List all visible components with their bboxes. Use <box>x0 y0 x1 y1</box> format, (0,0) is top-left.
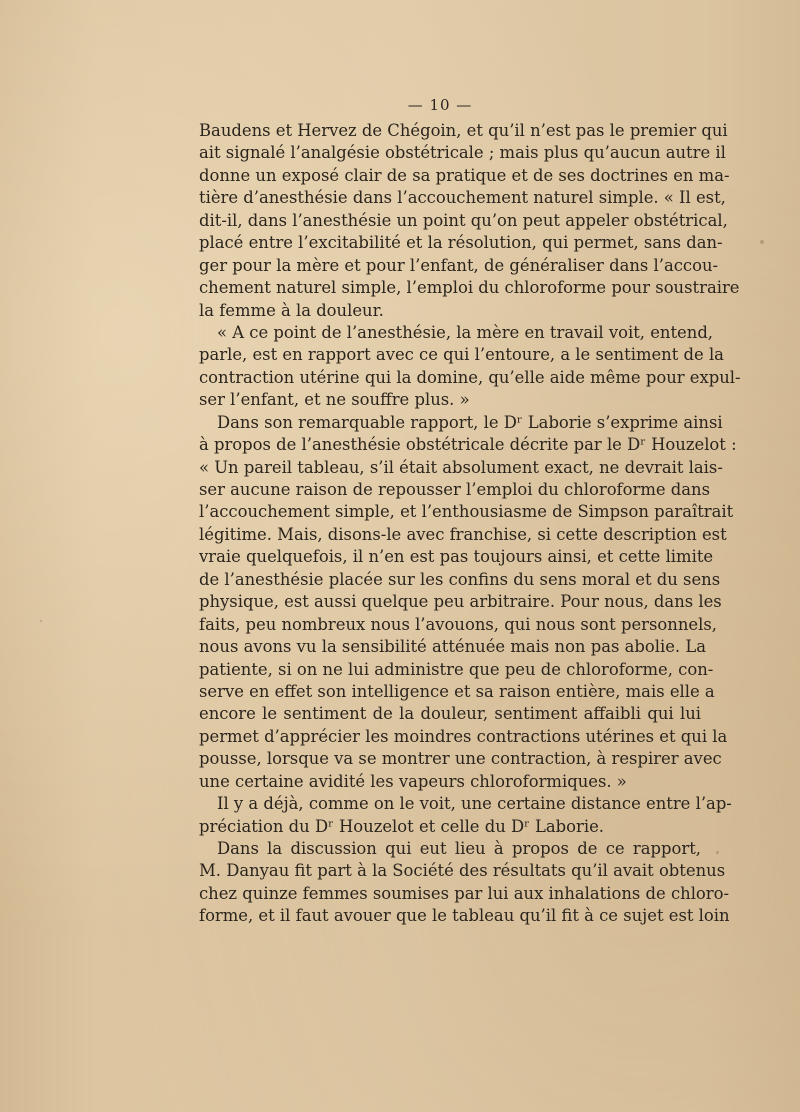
text-line: patiente, si on ne lui administre que peu de chloroforme, con- <box>199 659 714 679</box>
text-line: Dans son remarquable rapport, le Dʳ Laborie s’exprime ainsi <box>217 412 723 432</box>
paper-stain <box>40 620 42 622</box>
text-line: légitime. Mais, disons-le avec franchise, si cette description est <box>199 524 727 544</box>
text-line: placé entre l’excitabilité et la résolution, qui permet, sans dan- <box>199 233 723 253</box>
body-text <box>199 120 741 928</box>
text-line: tière d’anesthésie dans l’accouchement naturel simple. « Il est, <box>199 188 726 208</box>
text-line: « A ce point de l’anesthésie, la mère en travail voit, entend, <box>217 322 714 342</box>
text-line: dit-il, dans l’anesthésie un point qu’on peut appeler obstétrical, <box>199 210 728 230</box>
text-line: faits, peu nombreux nous l’avouons, qui nous sont personnels, <box>199 614 717 634</box>
page-number: — 10 — <box>407 96 473 114</box>
text-line: de l’anesthésie placée sur les confins du sens moral et du sens <box>199 569 721 589</box>
text-line: physique, est aussi quelque peu arbitraire. Pour nous, dans les <box>199 592 722 612</box>
text-line: encore le sentiment de la douleur, sentiment affaibli qui lui <box>199 704 701 724</box>
text-line: à propos de l’anesthésie obstétricale décrite par le Dʳ Houzelot : <box>199 435 737 455</box>
text-line: Baudens et Hervez de Chégoin, et qu’il n’est pas le premier qui <box>199 121 728 140</box>
text-line: Dans la discussion qui eut lieu à propos de ce rapport, <box>217 839 701 858</box>
text-line: chement naturel simple, l’emploi du chloroforme pour soustraire <box>199 278 740 298</box>
text-line: serve en effet son intelligence et sa raison entière, mais elle a <box>199 681 715 701</box>
text-line: la femme à la douleur. <box>199 300 384 320</box>
text-line: pousse, lorsque va se montrer une contraction, à respirer avec <box>199 749 722 769</box>
text-line: forme, et il faut avouer que le tableau qu’il fit à ce sujet est loin <box>199 906 730 926</box>
text-line: Il y a déjà, comme on le voit, une certaine distance entre l’ap- <box>217 794 732 814</box>
text-line: ger pour la mère et pour l’enfant, de généraliser dans l’accou- <box>199 255 719 275</box>
text-line: permet d’apprécier les moindres contractions utérines et qui la <box>199 726 728 746</box>
text-line: nous avons vu la sensibilité atténuée mais non pas abolie. La <box>199 637 706 657</box>
paper-stain <box>716 851 719 854</box>
text-line: l’accouchement simple, et l’enthousiasme de Simpson paraîtrait <box>199 502 734 522</box>
text-line: parle, est en rapport avec ce qui l’entoure, a le sentiment de la <box>199 345 724 365</box>
text-line: une certaine avidité les vapeurs chloroformiques. » <box>199 771 627 791</box>
paper-stain <box>760 240 764 244</box>
text-line: préciation du Dʳ Houzelot et celle du Dʳ Laborie. <box>199 816 605 836</box>
text-line: donne un exposé clair de sa pratique et de ses doctrines en ma- <box>199 165 730 185</box>
text-line: chez quinze femmes soumises par lui aux inhalations de chloro- <box>199 883 730 903</box>
text-line: ait signalé l’analgésie obstétricale ; mais plus qu’aucun autre il <box>199 143 726 163</box>
text-line: ser aucune raison de repousser l’emploi du chloroforme dans <box>199 480 711 499</box>
text-line: « Un pareil tableau, s’il était absolument exact, ne devrait lais- <box>199 457 723 477</box>
text-line: contraction utérine qui la domine, qu’elle aide même pour expul- <box>199 367 741 387</box>
text-line: vraie quelquefois, il n’en est pas toujours ainsi, et cette limite <box>199 547 714 567</box>
text-line: M. Danyau fit part à la Société des résultats qu’il avait obtenus <box>199 861 726 881</box>
text-line: ser l’enfant, et ne souffre plus. » <box>199 390 470 410</box>
